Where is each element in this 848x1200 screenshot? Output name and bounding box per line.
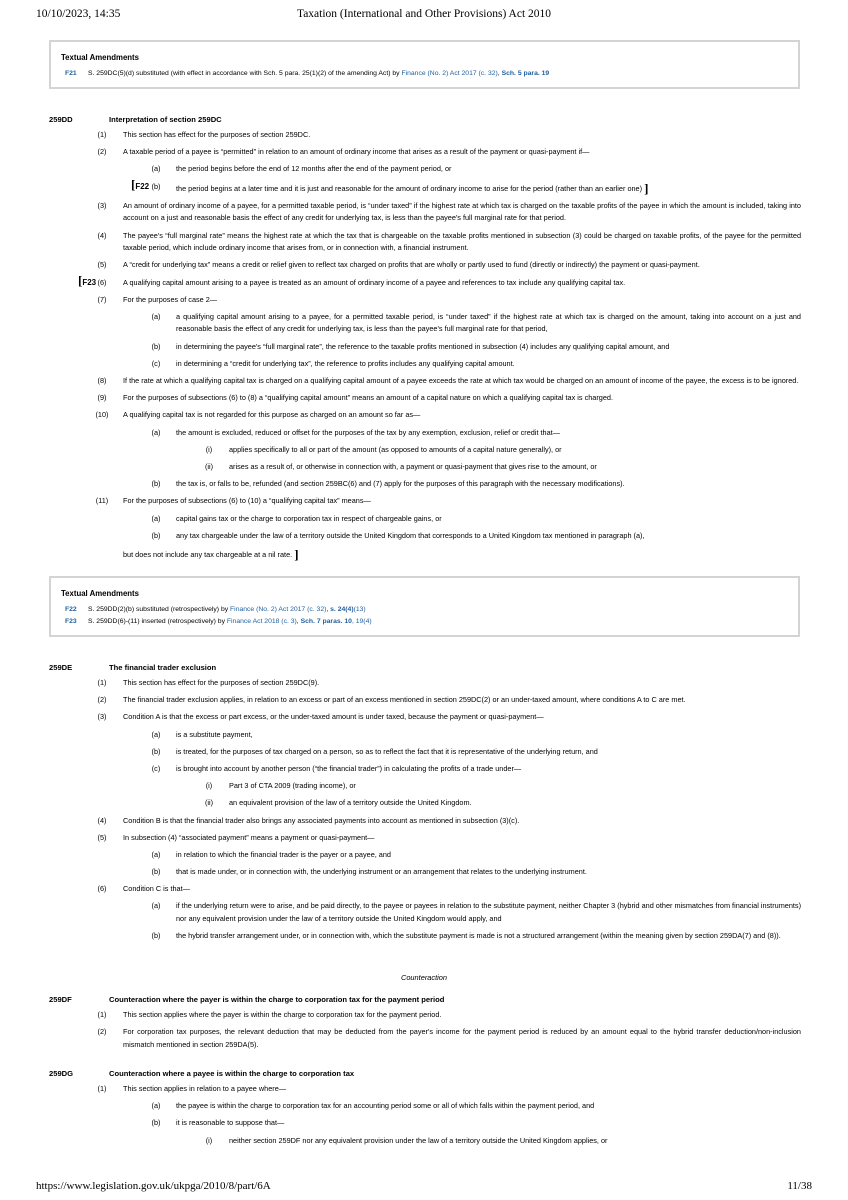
closing-words-text: but does not include any tax chargeable at a nil rate.	[123, 549, 293, 559]
paragraph-text: is treated, for the purposes of tax charged on a person, so as to reflect the fact that it is representative of the underlying return, and	[176, 746, 598, 756]
amendment-ref-link[interactable]: F22	[65, 606, 77, 613]
sub-paragraph-text: Part 3 of CTA 2009 (trading income), or	[229, 781, 356, 791]
subsection-number: (1)	[97, 130, 107, 139]
subsection-text: This section applies where the payer is within the charge to corporation tax for the payment period.	[123, 1010, 442, 1019]
paragraph-number: (b)	[151, 931, 161, 941]
subsection-number: (6)	[97, 277, 107, 287]
amendment-row	[61, 68, 787, 80]
amendment-ref-link[interactable]: F21	[65, 70, 77, 77]
paragraph-number: (a)	[151, 849, 161, 859]
sub-paragraph-text: neither section 259DF nor any equivalent provision under the law of a territory outside the United Kingdom applies, or	[229, 1135, 608, 1145]
paragraph-text: it is reasonable to suppose that—	[176, 1118, 285, 1128]
paragraph-text: the period begins before the end of 12 months after the end of the payment period, or	[176, 164, 452, 174]
paragraph-number: (a)	[151, 427, 161, 437]
insertion-close-bracket: ]	[644, 180, 649, 196]
section-number: 259DG	[49, 1069, 74, 1078]
paragraph	[49, 478, 801, 491]
paragraph-number: (a)	[151, 311, 161, 321]
section-heading	[49, 662, 801, 677]
amending-subprovision-link[interactable]: , 19(4)	[351, 618, 372, 625]
subsection	[49, 1083, 801, 1096]
subsection-text: For the purposes of subsections (6) to (8) a “qualifying capital amount” means an amount of a capital nature on which a qualifying capital tax is charged.	[123, 393, 613, 403]
amendments-title: Textual Amendments	[61, 53, 139, 62]
subsection-text: Condition A is that the excess or part excess, or the under-taxed amount is under taxed, because the payment or quasi-payment—	[123, 712, 544, 722]
paragraph	[49, 427, 801, 440]
subsection-text: A qualifying capital amount arising to a payee is treated as an amount of ordinary income of a payee and references to tax include any qualifying capital tax.	[123, 277, 626, 287]
paragraph-number: (b)	[151, 530, 161, 540]
paragraph-number: (b)	[151, 746, 161, 756]
subsection-text: A taxable period of a payee is “permitted” in relation to an amount of ordinary income that arises as a result of the payment or quasi-payment if—	[123, 147, 590, 157]
sub-paragraph-text: an equivalent provision of the law of a territory outside the United Kingdom.	[229, 798, 472, 808]
subsection-number: (3)	[97, 200, 107, 210]
paragraph-number: (a)	[151, 901, 161, 911]
sub-paragraph	[49, 780, 801, 793]
paragraph-text: if the underlying return were to arise, and be paid directly, to the payee or payees in relation to the substitute payment, neither Chapter 3 (hybrid and other mismatches from financial instruments) nor any equivalent provision under the law of a territory outside the United Kingdom would apply, and	[176, 901, 801, 924]
textual-amendments-box	[49, 576, 800, 637]
paragraph-text: is brought into account by another person (“the financial trader”) in calculating the profits of a trade under—	[176, 763, 522, 773]
amendment-row	[61, 616, 787, 628]
subsection	[49, 677, 801, 690]
paragraph-text: in relation to which the financial trader is the payer or a payee, and	[176, 849, 391, 859]
document-title: Taxation (International and Other Provisions) Act 2010	[296, 8, 552, 20]
subsection-text: The financial trader exclusion applies, in relation to an excess or part of an excess mentioned in section 259DC(2) or an under-taxed amount, where conditions A to C are met.	[123, 695, 686, 705]
paragraph-number: (b)	[151, 341, 161, 351]
page-number: 11/38	[787, 1180, 812, 1192]
subsection	[49, 883, 801, 896]
paragraph	[49, 849, 801, 862]
sub-paragraph	[49, 461, 801, 474]
subsection	[49, 832, 801, 845]
section-259DE	[49, 662, 801, 947]
sub-paragraph-number: (i)	[205, 1135, 213, 1145]
subsection-number: (3)	[97, 712, 107, 722]
subsection-number: (10)	[95, 410, 109, 420]
subsection-text: This section has effect for the purposes of section 259DC(9).	[123, 678, 320, 687]
subsection-text: This section has effect for the purposes of section 259DC.	[123, 130, 311, 139]
paragraph	[49, 358, 801, 371]
paragraph	[49, 729, 801, 742]
subsection-number: (2)	[97, 147, 107, 157]
amendment-row	[61, 604, 787, 616]
subsection	[49, 146, 801, 159]
page-footer	[36, 1180, 812, 1194]
paragraph-number: (b)	[151, 181, 161, 191]
section-title: The financial trader exclusion	[109, 663, 217, 672]
amendments-title: Textual Amendments	[61, 589, 139, 598]
amendment-text: S. 259DD(2)(b) substituted (retrospectively) by	[88, 606, 231, 613]
section-title: Interpretation of section 259DC	[109, 115, 222, 124]
section-number: 259DD	[49, 115, 73, 124]
paragraph-number: (a)	[151, 1101, 161, 1111]
insertion-marker-f22[interactable]: [F22	[131, 176, 150, 192]
subsection	[49, 392, 801, 405]
sub-paragraph-number: (ii)	[204, 461, 214, 471]
amendment-text: S. 259DD(6)-(11) inserted (retrospectively) by	[88, 618, 227, 625]
paragraph	[49, 163, 801, 176]
subsection-text: A qualifying capital tax is not regarded for this purpose as charged on an amount so far as—	[123, 410, 421, 420]
paragraph-number: (c)	[151, 763, 161, 773]
paragraph	[49, 1100, 801, 1113]
paragraph-text: the amount is excluded, reduced or offset for the purposes of the tax by any exemption, exclusion, relief or credit that—	[176, 427, 560, 437]
subsection-number: (5)	[97, 832, 107, 842]
subsection	[49, 815, 801, 828]
section-heading	[49, 994, 801, 1009]
paragraph-text: in determining a “credit for underlying tax”, the reference to profits includes any qualifying capital amount.	[176, 358, 515, 368]
amendment-sep: ,	[326, 606, 331, 613]
print-datetime: 10/10/2023, 14:35	[36, 8, 121, 20]
amending-act-link[interactable]: Finance (No. 2) Act 2017 (c. 32)	[401, 70, 498, 77]
subsection	[49, 129, 801, 142]
subsection-number: (2)	[97, 1027, 107, 1037]
section-title: Counteraction where a payee is within the charge to corporation tax	[109, 1069, 355, 1078]
amending-provision-link[interactable]: s. 24(4)	[330, 606, 354, 613]
subsection-text: For the purposes of subsections (6) to (10) a “qualifying capital tax” means—	[123, 496, 371, 506]
paragraph	[49, 900, 801, 925]
paragraph	[49, 1117, 801, 1130]
section-heading	[49, 1068, 801, 1083]
paragraph-number: (b)	[151, 867, 161, 877]
sub-paragraph	[49, 444, 801, 457]
subsection-number: (8)	[97, 376, 107, 386]
subsection-text: In subsection (4) “associated payment” means a payment or quasi-payment—	[123, 832, 375, 842]
paragraph-text: the tax is, or falls to be, refunded (and section 259BC(6) and (7) apply for the purposes of this paragraph with the necessary modifications).	[176, 479, 625, 489]
sub-paragraph	[49, 797, 801, 810]
paragraph	[49, 341, 801, 354]
subsection-text: A “credit for underlying tax” means a credit or relief given to reflect tax charged on profits that are wholly or partly used to fund (directly or indirectly) the payment or quasi-payment.	[123, 260, 700, 270]
paragraph-number: (a)	[151, 164, 161, 174]
subsection	[49, 294, 801, 307]
sub-paragraph	[49, 1135, 801, 1148]
paragraph-text: any tax chargeable under the law of a territory outside the United Kingdom that corresponds to a United Kingdom tax mentioned in paragraph (a),	[176, 530, 645, 540]
paragraph-number: (b)	[151, 479, 161, 489]
paragraph	[49, 513, 801, 526]
sub-paragraph-number: (i)	[205, 781, 213, 791]
paragraph-text: a qualifying capital amount arising to a payee, for a permitted taxable period, is “under taxed” if the highest rate at which tax is charged on the amount, taking into account on a just and reasonable basis the effect of any credit for underlying tax, is less than the payee's full marginal rate for that period,	[176, 311, 801, 334]
subsection-text: An amount of ordinary income of a payee, for a permitted taxable period, is “under taxed” if the highest rate at which tax is charged on the taxable profits of the payee in which the amount is included, taking into account on a just and reasonable basis the effect of any credit for underlying tax, is less than the payee's full marginal rate for that period.	[123, 200, 801, 223]
page-header	[36, 8, 812, 24]
subsection-number: (2)	[97, 695, 107, 705]
subsection-number: (1)	[97, 1084, 107, 1093]
insertion-marker-f23[interactable]: [F23	[78, 272, 97, 288]
paragraph-text: is a substitute payment,	[176, 729, 253, 739]
amendment-sep: ,	[497, 70, 502, 77]
sub-paragraph-number: (ii)	[204, 798, 214, 808]
subsection	[49, 230, 801, 255]
paragraph	[49, 530, 801, 543]
sub-paragraph-text: arises as a result of, or otherwise in connection with, a payment or quasi-payment that gives rise to the amount, or	[229, 461, 597, 471]
subsection-number: (7)	[97, 294, 107, 304]
subsection-number: (5)	[97, 260, 107, 270]
paragraph	[49, 866, 801, 879]
subsection-text: Condition B is that the financial trader also brings any associated payments into account as mentioned in subsection (3)(c).	[123, 815, 520, 825]
section-number: 259DE	[49, 663, 73, 672]
paragraph-number: (a)	[151, 729, 161, 739]
sub-paragraph-number: (i)	[205, 444, 213, 454]
paragraph	[49, 311, 801, 336]
subsection-number: (4)	[97, 815, 107, 825]
page-url: https://www.legislation.gov.uk/ukpga/2010/8/part/6A	[36, 1180, 271, 1192]
subsection	[49, 711, 801, 724]
paragraph-number: (c)	[151, 358, 161, 368]
insertion-close-bracket: ]	[294, 546, 299, 562]
subsection-number: (4)	[97, 230, 107, 240]
section-heading	[49, 114, 801, 129]
section-259DG	[49, 1068, 801, 1152]
amending-provision-link[interactable]: Sch. 7 paras. 10	[300, 618, 352, 625]
textual-amendments-box	[49, 40, 800, 89]
paragraph	[49, 746, 801, 759]
amending-subprovision-link[interactable]: (13)	[353, 606, 366, 613]
subsection-text: The payee's “full marginal rate” means the highest rate at which the tax that is chargeable on the taxable profits mentioned in subsection (3) could be charged on taxable profits, of the payee for the permitted taxable period, which include ordinary income that arises from, or in connection with, a financial instrument.	[123, 230, 801, 253]
amendment-sep: ,	[296, 618, 301, 625]
section-259DD	[49, 114, 801, 566]
subsection	[49, 375, 801, 388]
subsection	[49, 259, 801, 272]
paragraph-number: (a)	[151, 513, 161, 523]
subsection-number: (1)	[97, 678, 107, 687]
subsection-text: For the purposes of case 2—	[123, 294, 218, 304]
paragraph	[49, 930, 801, 943]
subsection-number: (11)	[95, 496, 109, 506]
subsection	[49, 409, 801, 422]
subsection	[49, 200, 801, 225]
paragraph-text: in determining the payee's “full marginal rate”, the reference to the taxable profits mentioned in subsection (4) includes any qualifying capital amount, and	[176, 341, 670, 351]
paragraph-text: that is made under, or in connection with, the underlying instrument or an arrangement that relates to the underlying instrument.	[176, 867, 587, 877]
sub-paragraph-text: applies specifically to all or part of the amount (as opposed to amounts of a capital nature generally), or	[229, 444, 562, 454]
subsection-text: Condition C is that—	[123, 884, 190, 894]
paragraph-text: the payee is within the charge to corporation tax for an accounting period some or all of which falls within the payment period, and	[176, 1101, 595, 1111]
subsection	[49, 1026, 801, 1051]
paragraph-text: the period begins at a later time and it is just and reasonable for the amount of ordinary income to arise for the period (rather than an earlier one)	[176, 183, 643, 193]
subsection-number: (9)	[97, 393, 107, 403]
amending-act-link[interactable]: Finance (No. 2) Act 2017 (c. 32)	[230, 606, 327, 613]
subsection	[49, 694, 801, 707]
paragraph-number: (b)	[151, 1118, 161, 1128]
subsection-text: This section applies in relation to a payee where—	[123, 1084, 287, 1093]
amendment-ref-link[interactable]: F23	[65, 618, 77, 625]
section-number: 259DF	[49, 995, 72, 1004]
closing-words	[49, 547, 801, 562]
crossheading-counteraction: Counteraction	[400, 973, 447, 982]
subsection	[49, 272, 801, 290]
paragraph-text: capital gains tax or the charge to corporation tax in respect of chargeable gains, or	[176, 513, 442, 523]
section-259DF	[49, 994, 801, 1056]
subsection-number: (6)	[97, 884, 107, 894]
subsection	[49, 495, 801, 508]
section-title: Counteraction where the payer is within the charge to corporation tax for the payment period	[109, 995, 445, 1004]
subsection-text: For corporation tax purposes, the relevant deduction that may be deducted from the payer's income for the payment period is reduced by an amount equal to the hybrid transfer deduction/non-inclusion mismatch mentioned in section 259DA(5).	[123, 1027, 801, 1049]
subsection-number: (1)	[97, 1010, 107, 1019]
paragraph	[49, 763, 801, 776]
amendment-text: S. 259DC(5)(d) substituted (with effect in accordance with Sch. 5 para. 25(1)(2) of the amending Act) by	[88, 70, 402, 77]
subsection-text: If the rate at which a qualifying capital tax is charged on a qualifying capital amount of a payee exceeds the rate at which tax would be charged on an amount of income of the payee, the excess is to be ignored.	[123, 376, 799, 386]
amending-provision-link[interactable]: Sch. 5 para. 19	[501, 70, 550, 77]
paragraph-text: the hybrid transfer arrangement under, or in connection with, which the substitute payment is made is not a structured arrangement (within the meaning given by section 259DA(7) and (8)).	[176, 931, 781, 941]
subsection	[49, 1009, 801, 1022]
amending-act-link[interactable]: Finance Act 2018 (c. 3)	[226, 618, 297, 625]
paragraph	[49, 176, 801, 196]
